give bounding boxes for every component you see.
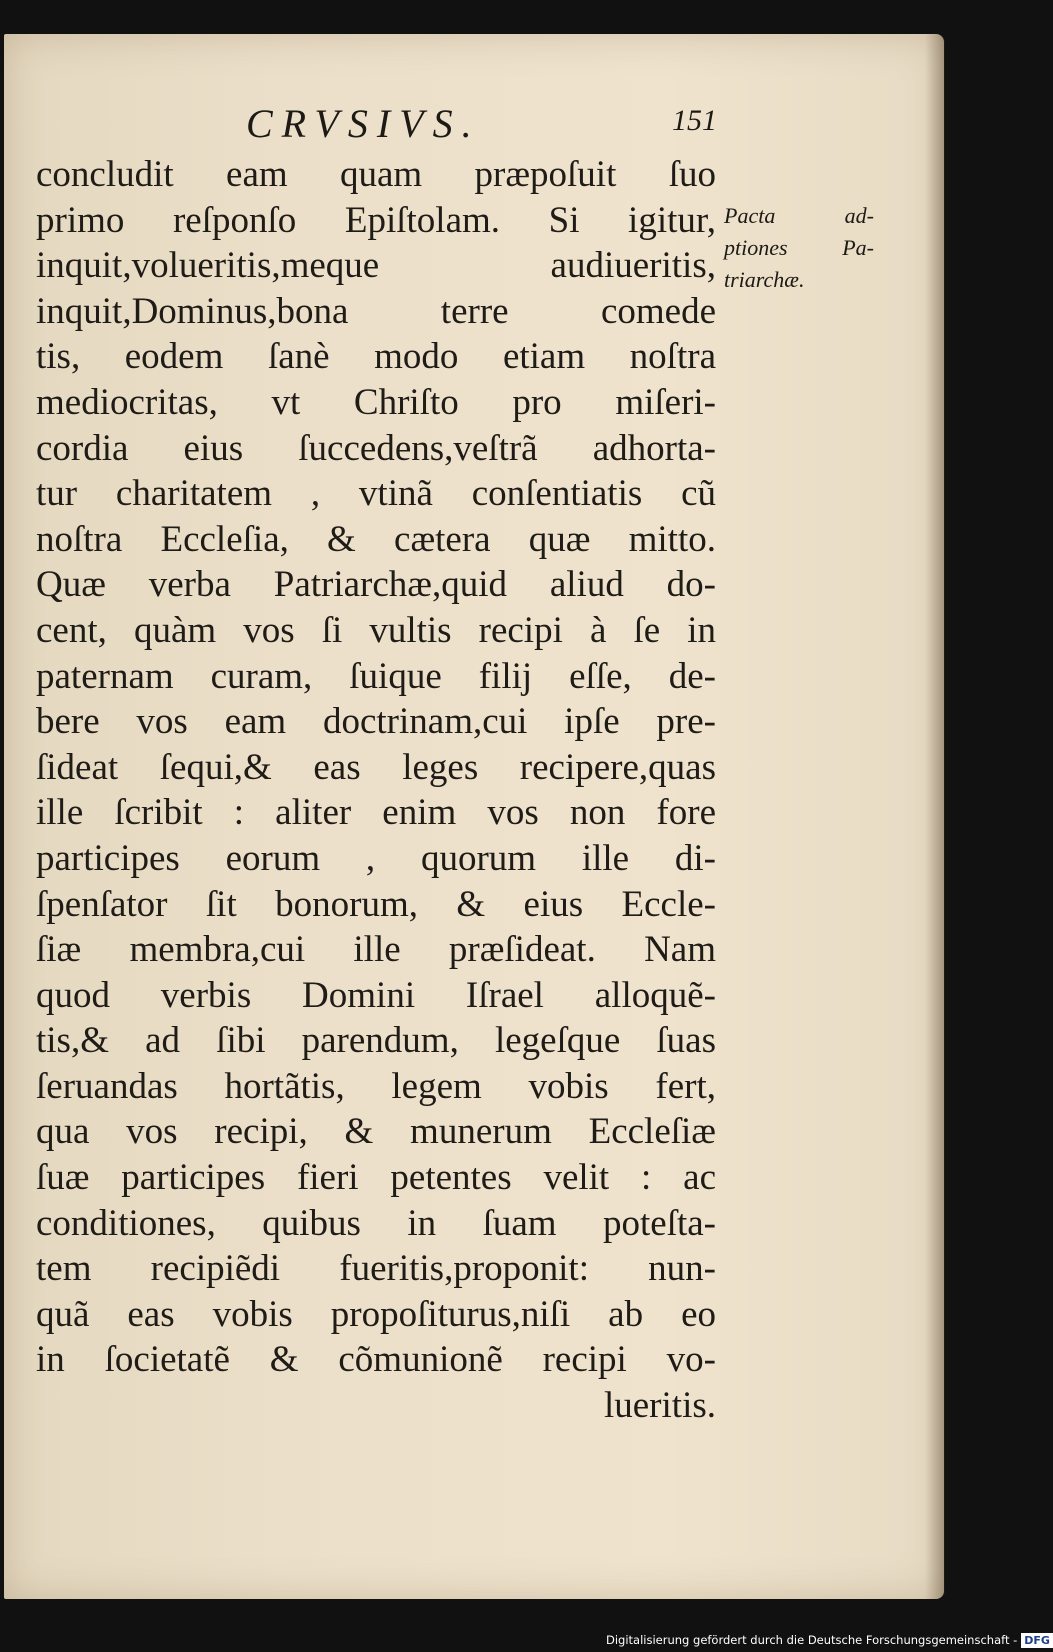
text-line: ſiæ membra,cui ille præſideat. Nam (36, 929, 716, 971)
text-line: primo reſponſo Epiſtolam. Si igitur, (36, 199, 716, 241)
page-number: 151 (672, 104, 717, 137)
margin-note-line: Pacta ad- (724, 203, 874, 228)
margin-note-line: triarchæ. (724, 267, 805, 292)
text-line: quod verbis Domini Iſrael alloquẽ- (36, 974, 716, 1016)
text-line: inquit,Dominus,bona terre comede (36, 290, 716, 332)
text-line: ſeruandas hortãtis, legem vobis fert, (36, 1065, 716, 1107)
dfg-logo: DFG (1021, 1633, 1053, 1648)
text-line: qua vos recipi, & munerum Eccleſiæ (36, 1111, 716, 1153)
body-text (36, 152, 716, 1429)
text-line: tis,& ad ſibi parendum, legeſque ſuas (36, 1020, 716, 1062)
text-line: concludit eam quam præpoſuit ſuo (36, 154, 716, 195)
text-line: ſpenſator ſit bonorum, & eius Eccle- (36, 883, 716, 925)
text-line: cent, quàm vos ſi vultis recipi à ſe in (36, 609, 716, 651)
text-line: bere vos eam doctrinam,cui ipſe pre- (36, 701, 716, 743)
margin-note (724, 200, 874, 296)
text-line: tur charitatem , vtinã conſentiatis cũ (36, 473, 716, 515)
text-line: inquit,volueritis,meque audiueritis, (36, 245, 716, 287)
margin-note-line: ptiones Pa- (724, 235, 874, 260)
footer-text: Digitalisierung gefördert durch die Deutsche Forschungsgemeinschaft - (606, 1633, 1018, 1647)
text-line: paternam curam, ſuique filij eſſe, de- (36, 655, 716, 697)
text-line: in ſocietatẽ & cõmunionẽ recipi vo- (36, 1339, 716, 1381)
page-edge-shadow (925, 34, 945, 1599)
text-line: mediocritas, vt Chriſto pro miſeri- (36, 381, 716, 423)
text-line: ſuæ participes fieri petentes velit : ac (36, 1157, 716, 1199)
text-line: cordia eius ſuccedens,veſtrã adhorta- (36, 427, 716, 469)
text-line: tem recipiẽdi fueritis,proponit: nun- (36, 1248, 716, 1290)
running-title: CRVSIVS. (246, 101, 481, 146)
text-line: participes eorum , quorum ille di- (36, 837, 716, 879)
text-line: ſideat ſequi,& eas leges recipere,quas (36, 746, 716, 788)
text-line: conditiones, quibus in ſuam poteſta- (36, 1202, 716, 1244)
text-line-last: lueritis. (603, 1385, 716, 1427)
footer-credit (606, 1630, 1050, 1650)
text-line: tis, eodem ſanè modo etiam noſtra (36, 336, 716, 378)
page-header (0, 100, 1000, 150)
text-line: noſtra Eccleſia, & cætera quæ mitto. (36, 518, 716, 560)
text-line: Quæ verba Patriarchæ,quid aliud do- (36, 564, 716, 606)
text-line: quã eas vobis propoſiturus,niſi ab eo (36, 1293, 716, 1335)
text-line: ille ſcribit : aliter enim vos non fore (36, 792, 716, 834)
